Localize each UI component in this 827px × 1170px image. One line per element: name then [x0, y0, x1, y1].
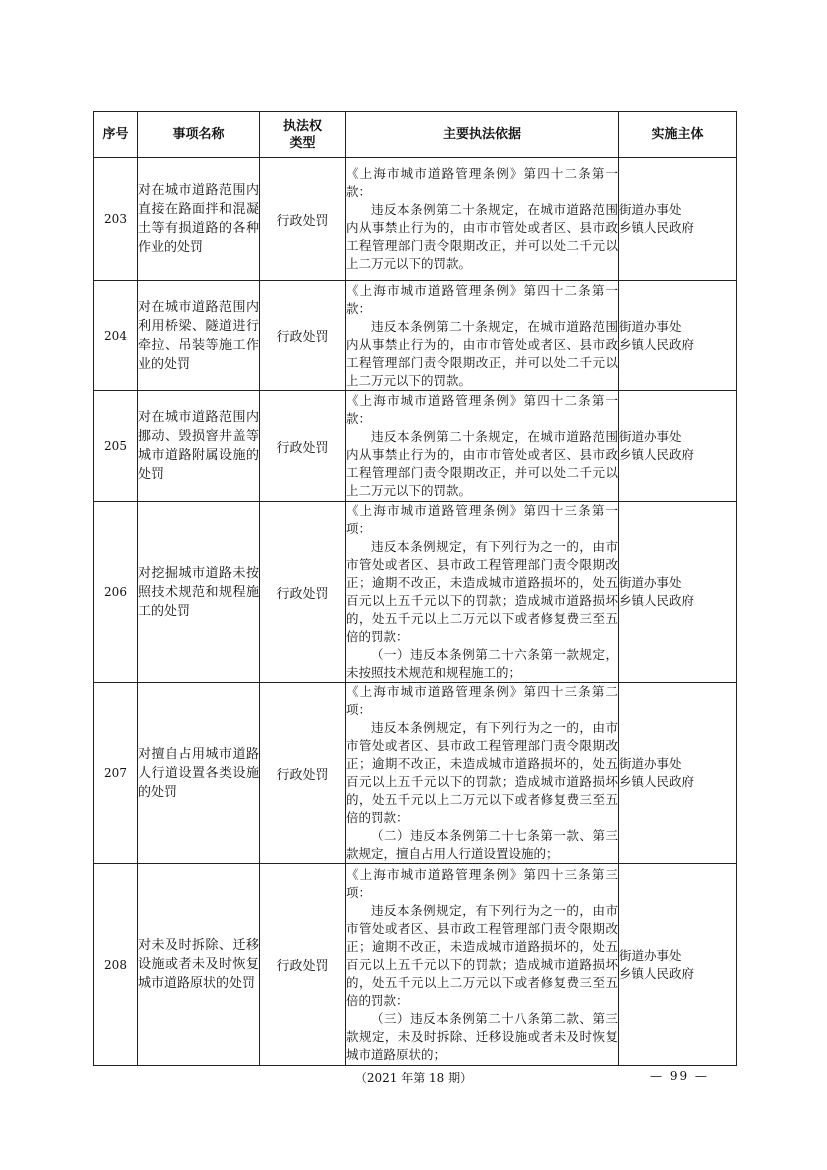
- header-type: 执法权 类型: [260, 112, 346, 158]
- basis-line: 违反本条例第二十条规定，在城市道路范围内从事禁止行为的，由市市管处或者区、县市政工程管理部门责令限期改正，并可以处二千元以上二万元以下的罚款。: [346, 429, 618, 498]
- enforcement-type: 行政处罚: [260, 502, 346, 683]
- table-row: [94, 864, 737, 1066]
- basis-line: （三）违反本条例第二十八条第二款、第三款规定，未及时拆除、迁移设施或者未及时恢复城市道路原状的；: [346, 1010, 618, 1062]
- item-name: 对在城市道路范围内直接在路面拌和混凝土等有损道路的各种作业的处罚: [138, 158, 260, 281]
- basis-line: （一）违反本条例第二十六条第一款规定，未按照技术规范和规程施工的；: [346, 647, 618, 680]
- basis-line: 违反本条例规定，有下列行为之一的，由市市管处或者区、县市政工程管理部门责令限期改正；逾期不改正，未造成城市道路损坏的，处五百元以上五千元以下的罚款；造成城市道路损坏的，处五千元以上二万元以下或者修复费三至五倍的罚款：: [346, 902, 618, 1008]
- legal-basis: [346, 864, 619, 1066]
- row-number: 205: [94, 391, 138, 502]
- enforcement-type: 行政处罚: [260, 683, 346, 864]
- header-name: 事项名称: [138, 112, 260, 158]
- table-row: [94, 683, 737, 864]
- header-num: 序号: [94, 112, 138, 158]
- row-number: 203: [94, 158, 138, 281]
- implementing-body: 街道办事处 乡镇人民政府: [619, 391, 737, 502]
- legal-basis: [346, 683, 619, 864]
- basis-line: 《上海市城市道路管理条例》第四十二条第一款：: [346, 393, 618, 426]
- enforcement-type: 行政处罚: [260, 158, 346, 281]
- table-row: [94, 281, 737, 391]
- basis-line: 《上海市城市道路管理条例》第四十二条第一款：: [346, 282, 618, 316]
- item-name: 对挖掘城市道路未按照技术规范和规程施工的处罚: [138, 502, 260, 683]
- row-number: 206: [94, 502, 138, 683]
- enforcement-type: 行政处罚: [260, 864, 346, 1066]
- enforcement-type: 行政处罚: [260, 391, 346, 502]
- implementing-body: 街道办事处 乡镇人民政府: [619, 158, 737, 281]
- implementing-body: 街道办事处 乡镇人民政府: [619, 683, 737, 864]
- basis-line: 违反本条例规定，有下列行为之一的，由市市管处或者区、县市政工程管理部门责令限期改正；逾期不改正，未造成城市道路损坏的，处五百元以上五千元以下的罚款；造成城市道路损坏的，处五千元以上二万元以下或者修复费三至五倍的罚款：: [346, 720, 618, 825]
- legal-basis: [346, 281, 619, 391]
- header-body: 实施主体: [619, 112, 737, 158]
- basis-line: 《上海市城市道路管理条例》第四十三条第二项：: [346, 684, 618, 717]
- header-row: [94, 112, 737, 158]
- table-row: [94, 502, 737, 683]
- basis-line: 《上海市城市道路管理条例》第四十二条第一款：: [346, 166, 618, 199]
- page-number: — 99 —: [650, 1069, 709, 1083]
- item-name: 对擅自占用城市道路人行道设置各类设施的处罚: [138, 683, 260, 864]
- legal-basis: [346, 158, 619, 281]
- table-row: [94, 391, 737, 502]
- header-basis: 主要执法依据: [346, 112, 619, 158]
- enforcement-type: 行政处罚: [260, 281, 346, 391]
- basis-line: 《上海市城市道路管理条例》第四十三条第三项：: [346, 866, 618, 900]
- row-number: 207: [94, 683, 138, 864]
- basis-line: 违反本条例第二十条规定，在城市道路范围内从事禁止行为的，由市市管处或者区、县市政工程管理部门责令限期改正，并可以处二千元以上二万元以下的罚款。: [346, 318, 618, 388]
- row-number: 204: [94, 281, 138, 391]
- legal-basis: [346, 391, 619, 502]
- implementing-body: 街道办事处 乡镇人民政府: [619, 281, 737, 391]
- basis-line: （二）违反本条例第二十七条第一款、第三款规定，擅自占用人行道设置设施的；: [346, 828, 618, 861]
- basis-line: 违反本条例规定，有下列行为之一的，由市市管处或者区、县市政工程管理部门责令限期改正；逾期不改正，未造成城市道路损坏的，处五百元以上五千元以下的罚款；造成城市道路损坏的，处五千元以上二万元以下或者修复费三至五倍的罚款：: [346, 539, 618, 644]
- issue-label: （2021 年第 18 期）: [354, 1071, 473, 1085]
- basis-line: 违反本条例第二十条规定，在城市道路范围内从事禁止行为的，由市市管处或者区、县市政工程管理部门责令限期改正，并可以处二千元以上二万元以下的罚款。: [346, 202, 618, 271]
- enforcement-table: [93, 111, 737, 1066]
- implementing-body: 街道办事处 乡镇人民政府: [619, 864, 737, 1066]
- row-number: 208: [94, 864, 138, 1066]
- table-row: [94, 158, 737, 281]
- implementing-body: 街道办事处 乡镇人民政府: [619, 502, 737, 683]
- item-name: 对在城市道路范围内利用桥梁、隧道进行牵拉、吊装等施工作业的处罚: [138, 281, 260, 391]
- legal-basis: [346, 502, 619, 683]
- item-name: 对未及时拆除、迁移设施或者未及时恢复城市道路原状的处罚: [138, 864, 260, 1066]
- item-name: 对在城市道路范围内挪动、毁损窨井盖等城市道路附属设施的处罚: [138, 391, 260, 502]
- basis-line: 《上海市城市道路管理条例》第四十三条第一项：: [346, 503, 618, 536]
